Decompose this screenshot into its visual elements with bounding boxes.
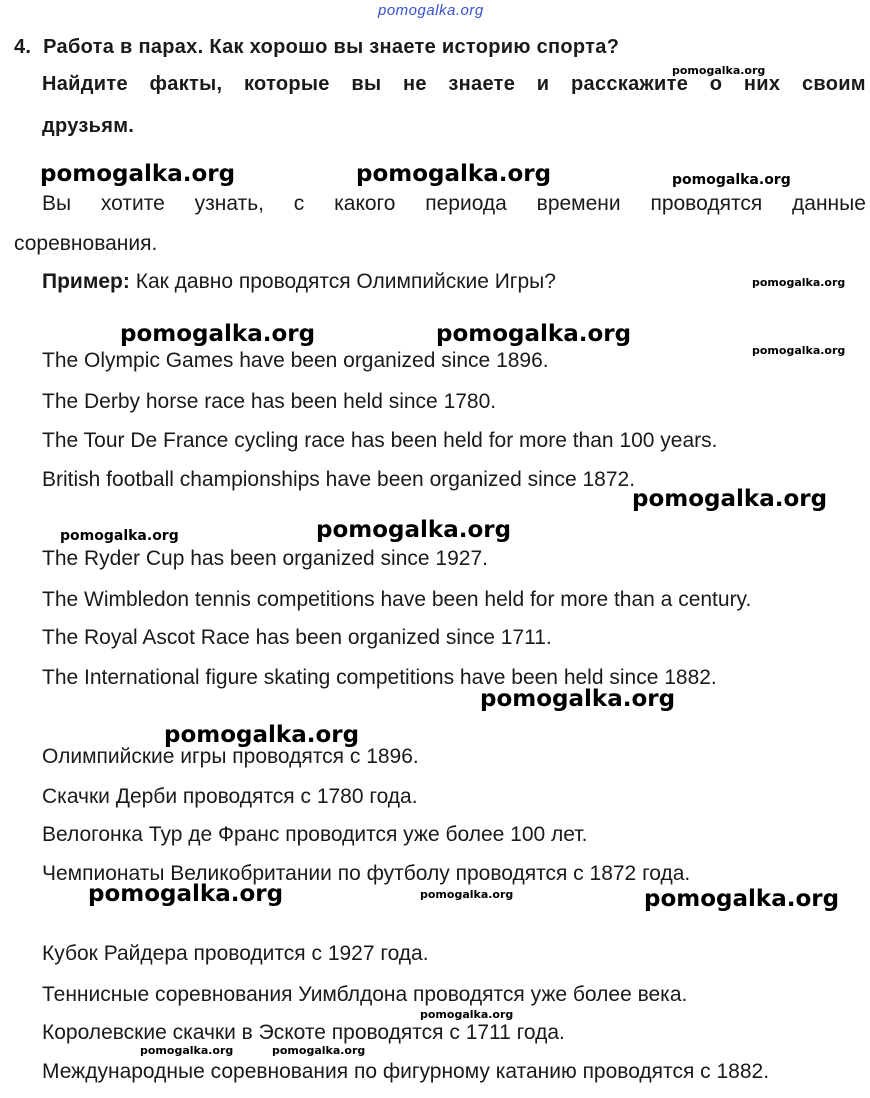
watermark: pomogalka.org xyxy=(644,886,840,912)
word: которые xyxy=(244,73,330,95)
word: своим xyxy=(801,73,866,95)
english-sentence: The Ryder Cup has been organized since 1927. xyxy=(42,547,488,570)
watermark: pomogalka.org xyxy=(436,321,632,347)
watermark: pomogalka.org xyxy=(140,1044,234,1057)
watermark: pomogalka.org xyxy=(480,686,676,712)
russian-sentence: Международные соревнования по фигурному катанию проводятся с 1882. xyxy=(42,1060,770,1083)
watermark: pomogalka.org xyxy=(120,321,316,347)
watermark: pomogalka.org xyxy=(60,528,179,544)
word: Вы xyxy=(42,192,72,215)
russian-sentence: Олимпийские игры проводятся с 1896. xyxy=(42,745,419,768)
word: знаете xyxy=(448,73,516,95)
watermark: pomogalka.org xyxy=(88,881,284,907)
watermark: pomogalka.org xyxy=(356,161,552,187)
word: узнать, xyxy=(194,192,264,215)
russian-sentence: Чемпионаты Великобритании по футболу проводятся с 1872 года. xyxy=(42,862,691,885)
example-text: Как давно проводятся Олимпийские Игры? xyxy=(135,270,556,293)
word: расскажите xyxy=(571,73,689,95)
russian-sentence: Теннисные соревнования Уимблдона проводятся уже более века. xyxy=(42,983,688,1006)
word: вы xyxy=(351,73,382,95)
task-number: 4. xyxy=(14,36,32,58)
watermark: pomogalka.org xyxy=(316,517,512,543)
word: периода xyxy=(425,192,507,215)
watermark: pomogalka.org xyxy=(272,1044,366,1057)
russian-sentence: Велогонка Тур де Франс проводится уже более 100 лет. xyxy=(42,823,588,846)
word: хотите xyxy=(100,192,165,215)
english-sentence: The Derby horse race has been held since 1780. xyxy=(42,390,497,413)
intro-line xyxy=(42,192,866,216)
word: о xyxy=(709,73,723,95)
task-heading xyxy=(14,36,619,59)
watermark: pomogalka.org xyxy=(632,486,828,512)
task-instruction-end: друзьям. xyxy=(42,115,135,137)
english-sentence: The Olympic Games have been organized since 1896. xyxy=(42,349,549,372)
english-sentence: The Royal Ascot Race has been organized since 1711. xyxy=(42,626,552,649)
english-sentence: The International figure skating competitions have been held since 1882. xyxy=(42,666,717,689)
russian-sentence: Королевские скачки в Эскоте проводятся с 1711 года. xyxy=(42,1021,565,1044)
word: не xyxy=(402,73,427,95)
word: и xyxy=(536,73,550,95)
example xyxy=(42,270,556,294)
watermark: pomogalka.org xyxy=(164,722,360,748)
word: Найдите xyxy=(42,73,128,95)
word: какого xyxy=(334,192,396,215)
russian-sentence: Скачки Дерби проводятся с 1780 года. xyxy=(42,785,418,808)
word: факты, xyxy=(149,73,223,95)
english-sentence: British football championships have been organized since 1872. xyxy=(42,468,636,491)
word: времени xyxy=(536,192,621,215)
watermark: pomogalka.org xyxy=(420,888,514,901)
watermark: pomogalka.org xyxy=(40,161,236,187)
word: с xyxy=(293,192,305,215)
english-sentence: The Wimbledon tennis competitions have been held for more than a century. xyxy=(42,588,752,611)
word: них xyxy=(743,73,781,95)
watermark-header: pomogalka.org xyxy=(378,2,484,19)
intro-line-end: соревнования. xyxy=(14,232,158,255)
english-sentence: The Tour De France cycling race has been held for more than 100 years. xyxy=(42,429,718,452)
russian-sentence: Кубок Райдера проводится с 1927 года. xyxy=(42,942,429,965)
watermark: pomogalka.org xyxy=(672,64,766,77)
example-label: Пример: xyxy=(42,270,130,293)
watermark: pomogalka.org xyxy=(672,172,791,188)
watermark: pomogalka.org xyxy=(752,344,846,357)
word: проводятся xyxy=(650,192,763,215)
watermark: pomogalka.org xyxy=(420,1008,514,1021)
task-title: Работа в парах. Как хорошо вы знаете историю спорта? xyxy=(43,36,620,58)
watermark: pomogalka.org xyxy=(752,276,846,289)
word: данные xyxy=(792,192,866,215)
